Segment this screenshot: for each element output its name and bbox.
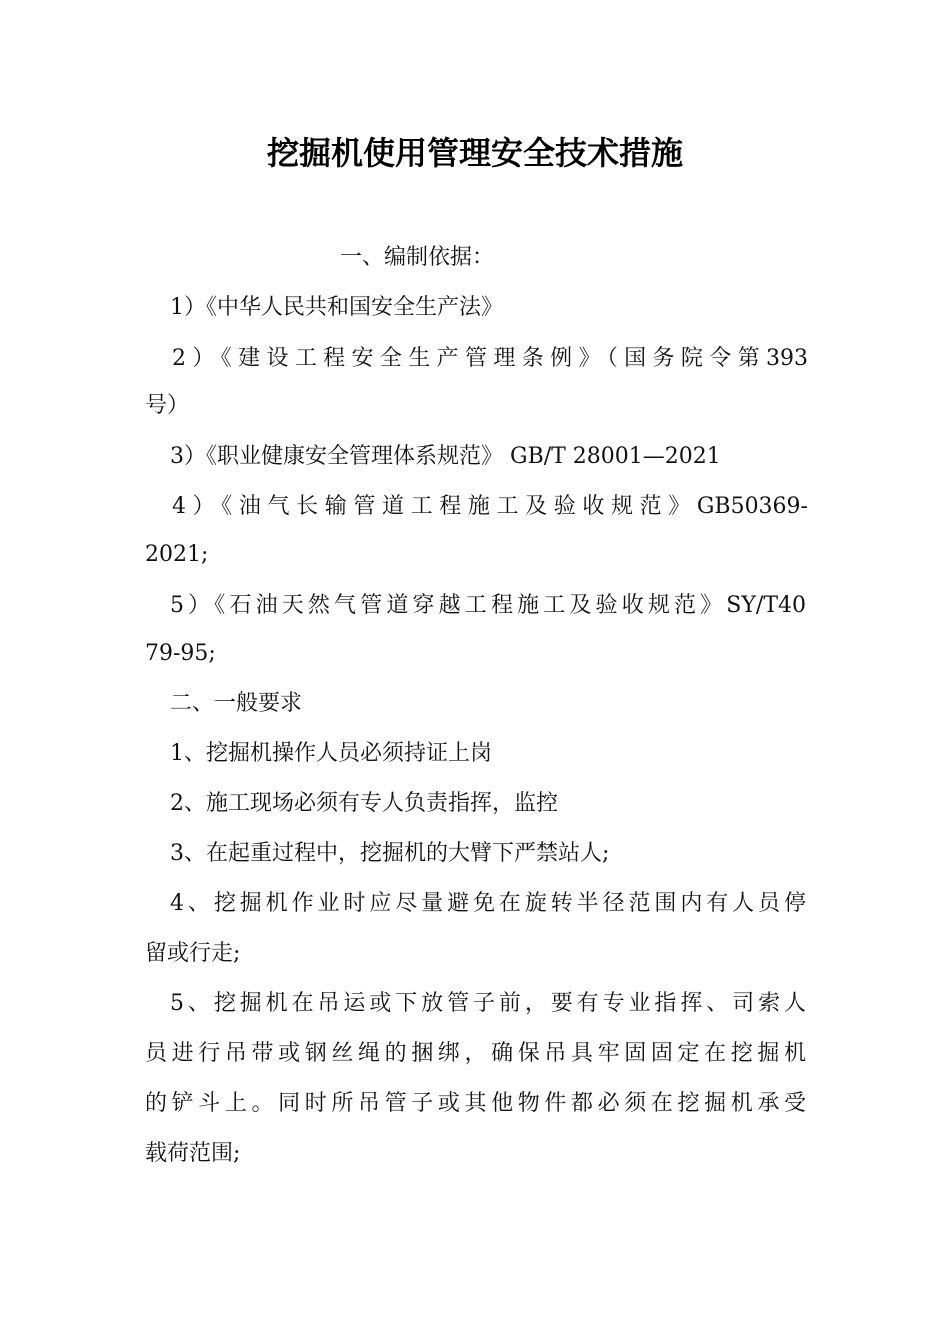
section-heading-basis: 一、编制依据：: [340, 245, 495, 270]
requirement-5-line-2: 员进行吊带或钢丝绳的捆绑，确保吊具牢固固定在挖掘机: [145, 1041, 806, 1066]
requirement-4-line-2: 留或行走;: [145, 941, 241, 966]
basis-item-2-line-2: 号）: [145, 393, 190, 418]
requirement-5-line-1: 5、挖掘机在吊运或下放管子前，要有专业指挥、司索人: [170, 991, 806, 1016]
basis-item-4-line-2: 2021;: [145, 542, 209, 567]
requirement-3: 3、在起重过程中，挖掘机的大臂下严禁站人;: [170, 841, 610, 866]
document-title: 挖掘机使用管理安全技术措施: [266, 134, 683, 172]
requirement-5-line-3: 的铲斗上。同时所吊管子或其他物件都必须在挖掘机承受: [145, 1091, 806, 1116]
basis-item-2-line-1: 2）《建设工程安全生产管理条例》（国务院令第393: [172, 346, 808, 371]
section-heading-general: 二、一般要求: [170, 691, 303, 716]
basis-item-5-line-2: 79-95;: [145, 641, 216, 666]
requirement-5-line-4: 载荷范围;: [145, 1141, 241, 1166]
requirement-4-line-1: 4、挖掘机作业时应尽量避免在旋转半径范围内有人员停: [170, 891, 806, 916]
basis-item-5-line-1: 5）《石油天然气管道穿越工程施工及验收规范》SY/T40: [170, 593, 806, 618]
basis-item-1: 1）《中华人民共和国安全生产法》: [170, 295, 503, 320]
basis-item-3: 3）《职业健康安全管理体系规范》 GB/T 28001—2021: [170, 444, 721, 469]
requirement-2: 2、施工现场必须有专人负责指挥，监控: [170, 791, 558, 816]
basis-item-4-line-1: 4）《油气长输管道工程施工及验收规范》GB50369-: [172, 494, 808, 519]
requirement-1: 1、挖掘机操作人员必须持证上岗: [170, 741, 492, 766]
